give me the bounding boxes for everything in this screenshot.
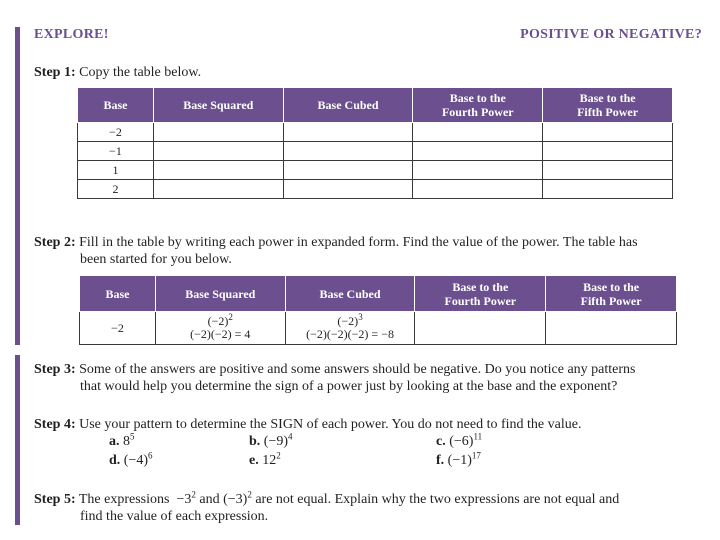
- step-1-text: Copy the table below.: [79, 65, 202, 80]
- table1-header-fifth: Base to the Fifth Power: [543, 88, 673, 123]
- table-row: [80, 312, 677, 345]
- powers-table-blank: [77, 87, 673, 199]
- table-row: [78, 180, 673, 199]
- step-1: [34, 64, 201, 81]
- table1-header-base: Base: [78, 88, 154, 123]
- table1-header-cubed: Base Cubed: [283, 88, 413, 123]
- table2-header-squared: Base Squared: [155, 276, 285, 312]
- table-row: [78, 161, 673, 180]
- table1-base-cell: −2: [78, 123, 154, 142]
- step-5-line2: find the value of each expression.: [80, 509, 269, 524]
- step-3-line2: that would help you determine the sign of a power just by looking at the base and the exponent?: [80, 379, 618, 394]
- table2-header-fourth: Base to the Fourth Power: [415, 276, 546, 312]
- step-2-label: Step 2:: [34, 235, 76, 250]
- step-2-line2: been started for you below.: [80, 252, 232, 267]
- problem-e: e. $12^2$: [249, 450, 281, 468]
- step-3-line1: Some of the answers are positive and some answers should be negative. Do you notice any patterns: [79, 362, 636, 377]
- page-title-explore: EXPLORE!: [34, 27, 109, 42]
- step-1-label: Step 1:: [34, 65, 76, 80]
- step-3-label: Step 3:: [34, 362, 76, 377]
- problem-d: d. $(-4)^6$: [109, 450, 153, 468]
- table-row: [78, 123, 673, 142]
- problem-b: b. $(-9)^4$: [249, 431, 293, 449]
- step-5-label: Step 5:: [34, 492, 76, 507]
- problem-c: c. $(-6)^{11}$: [436, 431, 483, 449]
- expression-1: $-3^2$: [176, 489, 196, 507]
- table2-header-base: Base: [80, 276, 156, 312]
- table2-base-cell: −2: [80, 312, 156, 345]
- table1-base-cell: 1: [78, 161, 154, 180]
- powers-table-example: [79, 275, 677, 345]
- step-2-line1: Fill in the table by writing each power in expanded form. Find the value of the power. The table has: [79, 235, 638, 250]
- left-accent-bar: [15, 27, 20, 525]
- page-title-topic: POSITIVE OR NEGATIVE?: [520, 27, 702, 42]
- step-4-text: Use your pattern to determine the SIGN of each power. You do not need to find the value.: [79, 417, 582, 432]
- table-row: [78, 142, 673, 161]
- table2-header-cubed: Base Cubed: [285, 276, 415, 312]
- step-3: [34, 361, 635, 395]
- table1-header-fourth: Base to the Fourth Power: [413, 88, 543, 123]
- problem-a: a. $8^5$: [109, 431, 135, 449]
- step-4-label: Step 4:: [34, 417, 76, 432]
- table1-header-squared: Base Squared: [153, 88, 283, 123]
- problem-f: f. $(-1)^{17}$: [436, 450, 481, 468]
- table2-cubed-cell: $(-2)^3$ (−2)(−2)(−2) = −8: [285, 312, 415, 345]
- expression-2: $(-3)^2$: [223, 489, 252, 507]
- left-accent-bar-gap: [15, 345, 20, 355]
- table2-header-fifth: Base to the Fifth Power: [546, 276, 677, 312]
- step-2: [34, 234, 638, 268]
- step-5: Step 5: The expressions $-3^2$ and $(-3)^2$ are not equal. Explain why the two expressions are not equal and find the value of each expression.: [34, 489, 620, 524]
- table1-base-cell: 2: [78, 180, 154, 199]
- step-4: [34, 416, 581, 433]
- table2-squared-cell: $(-2)^2$ (−2)(−2) = 4: [155, 312, 285, 345]
- table1-base-cell: −1: [78, 142, 154, 161]
